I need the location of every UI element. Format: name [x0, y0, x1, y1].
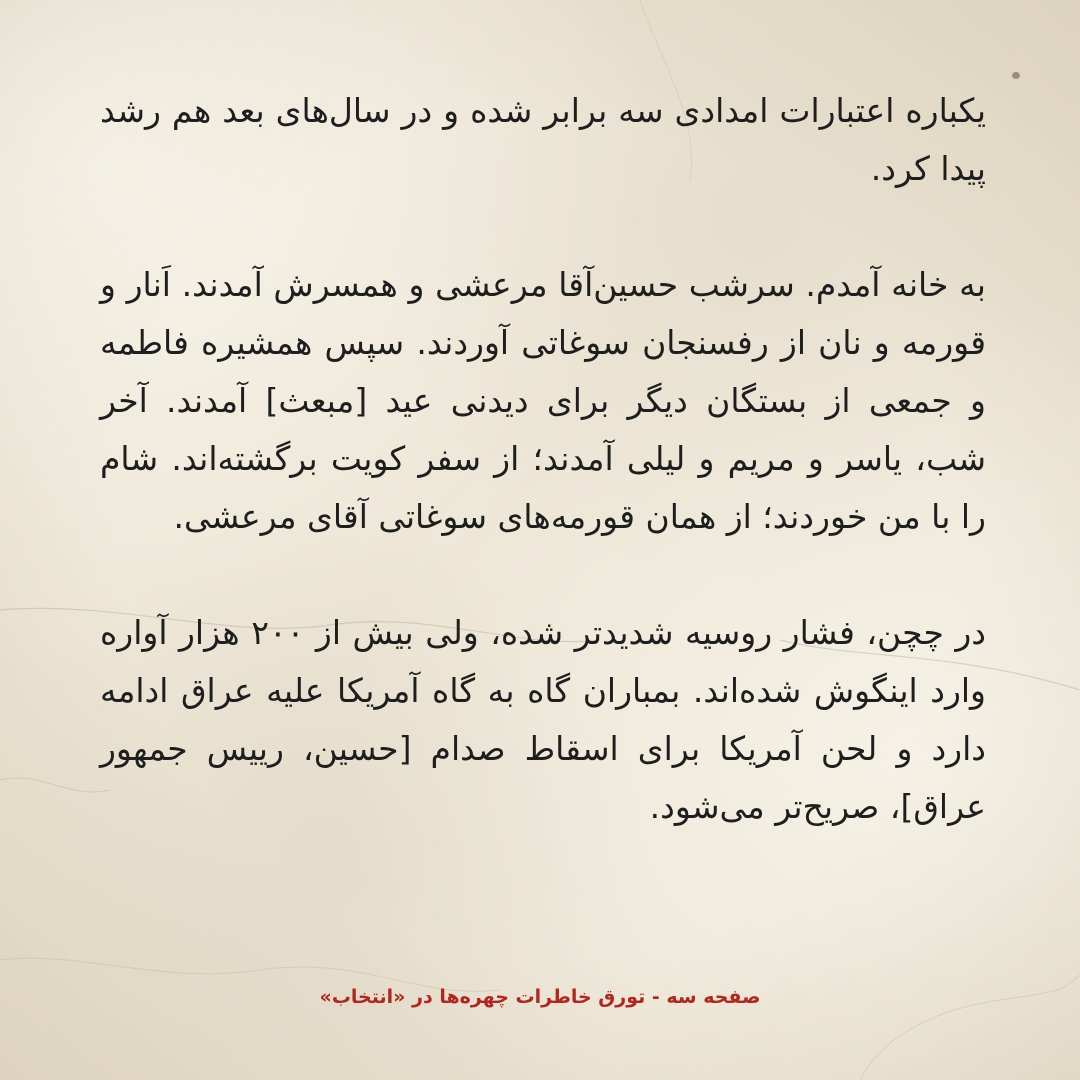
paper-speck	[1012, 72, 1020, 79]
memoir-text-body	[100, 82, 986, 836]
page-footer-caption: صفحه سه - تورق خاطرات چهره‌ها در «انتخاب»	[319, 986, 761, 1008]
paragraph-2: به خانه آمدم. سرشب حسین‌آقا مرعشی و همسرش آمدند. اَنار و قورمه و نان از رفسنجان سوغاتی آوردند. سپس همشیره فاطمه و جمعی از بستگان دیگر برای دیدنی عید [مبعث] آمدند. آخر شب، یاسر و مریم و لیلی آمدند؛ از سفر کویت برگشته‌اند. شام را با من خوردند؛ از همان قورمه‌های سوغاتی آقای مرعشی.	[100, 265, 986, 536]
paragraph-1: یکباره اعتبارات امدادی سه برابر شده و در سال‌های بعد هم رشد پیدا کرد.	[100, 91, 986, 188]
paragraph-3: در چچن، فشار روسیه شدیدتر شده، ولی بیش از ۲۰۰ هزار آواره وارد اینگوش شده‌اند. بمباران گاه به گاه آمریکا علیه عراق ادامه دارد و لحن آمریکا برای اسقاط صدام [حسین، رییس جمهور عراق]، صریح‌تر می‌شود.	[100, 613, 986, 826]
